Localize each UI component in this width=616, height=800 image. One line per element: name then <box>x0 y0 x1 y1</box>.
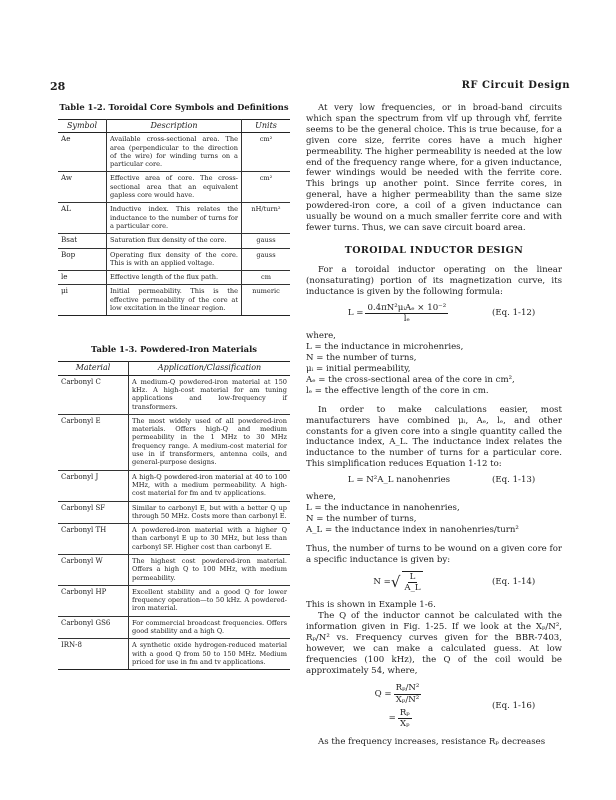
table2-cell-material: Carbonyl C <box>58 375 129 414</box>
where-label-2: where, <box>306 492 336 503</box>
table1-row <box>58 285 290 316</box>
eq16-fraction-2 <box>398 708 412 731</box>
eq12-denominator: lₑ <box>403 314 410 325</box>
table2-row <box>58 414 290 470</box>
eq13-expression: L = N²A_L nanohenries <box>347 475 451 486</box>
table1-cell-units: numeric <box>242 285 291 316</box>
table1-header-units: Units <box>242 120 291 133</box>
paragraph-inductance-formula: For a toroidal inductor operating on the linear (nonsaturating) portion of its magnetization curve, its inductance is given by the following formula: <box>306 264 562 297</box>
eq12-label: (Eq. 1-12) <box>492 308 536 319</box>
table2-cell-material: Carbonyl E <box>58 414 129 470</box>
definition-item: N = the number of turns, <box>306 353 417 364</box>
table1-cell-units: gauss <box>242 234 291 248</box>
table2-cell-application: A synthetic oxide hydrogen-reduced material with a good Q from 50 to 150 MHz. Medium priced for use in fm and tv applications. <box>129 639 291 670</box>
eq16-equals: = <box>388 713 396 724</box>
eq16-denominator-1: Xₚ/N² <box>395 694 420 705</box>
table1-header-description: Description <box>107 120 242 133</box>
table1-header-symbol: Symbol <box>58 120 107 133</box>
table2-cell-material: Carbonyl HP <box>58 585 129 616</box>
table1-cell-symbol: Aw <box>58 172 107 203</box>
table2-caption: Table 1-3. Powdered-Iron Materials <box>91 344 257 355</box>
eq16-lhs: Q = <box>374 688 392 699</box>
definitions-list-1 <box>306 342 562 397</box>
paragraph-number-of-turns: Thus, the number of turns to be wound on a given core for a specific inductance is given by: <box>306 543 562 565</box>
eq16-label: (Eq. 1-16) <box>492 701 536 712</box>
definitions-list-2 <box>306 503 562 536</box>
table2-cell-application: For commercial broadcast frequencies. Offers good stability and a high Q. <box>129 616 291 639</box>
table2-row <box>58 470 290 501</box>
paragraph-inductance-index: In order to make calculations easier, most manufacturers have combined μᵢ, Aₑ, lₑ, and other constants for a given core into a single quantity called the inductance index, A_L. The inductance index relates the inductance to the number of turns for a particular core. This simplification reduces Equation 1-12 to: <box>306 404 562 470</box>
table2-cell-material: Carbonyl J <box>58 470 129 501</box>
table1-cell-units: gauss <box>242 248 291 271</box>
table1-cell-symbol: μi <box>58 285 107 316</box>
table2-cell-application: The most widely used of all powdered-iron materials. Offers high-Q and medium permeability in the 1 MHz to 30 MHz frequency range. A medium-cost material for use in if transformers, antenna coils, and general-purpose designs. <box>129 414 291 470</box>
eq13-label: (Eq. 1-13) <box>492 475 536 486</box>
eq12-numerator: 0.4πN²μᵢAₑ × 10⁻² <box>367 302 447 313</box>
table1-cell-units: cm² <box>242 172 291 203</box>
table1-cell-description: Inductive index. This relates the inductance to the number of turns for a particular core. <box>107 203 242 234</box>
table1-cell-description: Initial permeability. This is the effective permeability of the core at low excitation in the linear region. <box>107 285 242 316</box>
table2-row <box>58 554 290 585</box>
table1-cell-units: cm <box>242 271 291 285</box>
table2-cell-material: Carbonyl TH <box>58 524 129 555</box>
table2-row <box>58 616 290 639</box>
table1-cell-description: Saturation flux density of the core. <box>107 234 242 248</box>
definition-item: Aₑ = the cross-sectional area of the core in cm², <box>306 374 515 385</box>
equation-1-13 <box>306 475 562 486</box>
eq14-lhs: N = <box>373 576 391 587</box>
where-label-1: where, <box>306 331 336 342</box>
equation-1-16 <box>306 682 562 732</box>
table1-cell-symbol: Bsat <box>58 234 107 248</box>
table2-cell-application: A high-Q powdered-iron material at 40 to 100 MHz, with a medium permeability. A high-cost material for fm and tv applications. <box>129 470 291 501</box>
table2-cell-application: A powdered-iron material with a higher Q than carbonyl E up to 30 MHz, but less than carbonyl SF. Higher cost than carbonyl E. <box>129 524 291 555</box>
eq14-fraction <box>402 571 422 595</box>
section-heading: TOROIDAL INDUCTOR DESIGN <box>344 244 524 256</box>
paragraph-q-factor: The Q of the inductor cannot be calculated with the information given in Fig. 1-25. If we look at the Xₚ/N², Rₚ/N² vs. Frequency curves given for the BBR-7403, however, we can make a calculated guess. At low frequencies (100 kHz), the Q of the coil would be approximately 54, where, <box>306 611 562 676</box>
table1-cell-units: cm² <box>242 133 291 172</box>
eq16-fraction-1 <box>394 683 422 706</box>
left-column <box>58 102 290 670</box>
eq12-lhs: L = <box>347 308 364 319</box>
table2-cell-application: Excellent stability and a good Q for lower frequency operation—to 50 kHz. A powdered-iron material. <box>129 585 291 616</box>
table1-cell-symbol: Bop <box>58 248 107 271</box>
eq12-fraction <box>365 303 448 326</box>
table2-cell-application: A medium-Q powdered-iron material at 150 kHz. A high-cost material for am tuning applications and low-frequency if transformers. <box>129 375 291 414</box>
table1-caption: Table 1-2. Toroidal Core Symbols and Definitions <box>59 102 289 112</box>
eq14-numerator: L <box>409 571 416 582</box>
definition-item: L = the inductance in microhenries, <box>306 342 464 353</box>
table2-row <box>58 585 290 616</box>
table1-cell-description: Available cross-sectional area. The area (perpendicular to the direction of the wire) for winding turns on a particular core. <box>107 133 242 172</box>
eq16-stack <box>375 682 424 732</box>
table2-row <box>58 524 290 555</box>
equation-1-12 <box>306 303 562 326</box>
powdered-iron-materials-table <box>58 361 290 670</box>
table2-cell-application: The highest cost powdered-iron material. Offers a high Q to 100 MHz, with medium permeability. <box>129 554 291 585</box>
table1-cell-units: nH/turn² <box>242 203 291 234</box>
table2-header-application: Application/Classification <box>129 362 291 375</box>
table1-row <box>58 133 290 172</box>
table2-row <box>58 375 290 414</box>
eq16-denominator-2: Xₚ <box>399 719 410 730</box>
eq14-denominator: A_L <box>404 583 421 594</box>
right-column <box>306 103 562 748</box>
table2-cell-material: Carbonyl GS6 <box>58 616 129 639</box>
table1-row <box>58 234 290 248</box>
table2-row <box>58 639 290 670</box>
definition-item: lₑ = the effective length of the core in cm. <box>306 385 489 396</box>
table1-row <box>58 203 290 234</box>
table2-cell-material: Carbonyl SF <box>58 501 129 524</box>
table2-row <box>58 501 290 524</box>
table1-cell-description: Effective length of the flux path. <box>107 271 242 285</box>
eq16-numerator-2: Rₚ <box>399 707 410 718</box>
table1-row <box>58 172 290 203</box>
table1-cell-symbol: AL <box>58 203 107 234</box>
page-number: 28 <box>50 80 66 93</box>
sqrt-symbol: √ <box>390 572 401 591</box>
table2-cell-material: Carbonyl W <box>58 554 129 585</box>
table2-cell-application: Similar to carbonyl E, but with a better Q up through 50 MHz. Costs more than carbonyl E. <box>129 501 291 524</box>
table1-row <box>58 271 290 285</box>
definition-item: N = the number of turns, <box>306 513 417 524</box>
paragraph-frequency-increase: As the frequency increases, resistance Rₚ decreases <box>318 737 546 748</box>
definition-item: L = the inductance in nanohenries, <box>306 503 460 513</box>
eq16-numerator-1: Rₚ/N² <box>395 682 420 693</box>
definition-item: μᵢ = initial permeability, <box>306 364 411 375</box>
equation-1-14 <box>306 571 562 595</box>
toroidal-core-symbols-table <box>58 119 290 316</box>
table2-header-material: Material <box>58 362 129 375</box>
eq14-sqrt <box>391 571 425 595</box>
table1-cell-symbol: le <box>58 271 107 285</box>
definition-item: A_L = the inductance index in nanohenries/turn² <box>306 524 519 535</box>
table1-cell-description: Operating flux density of the core. This is with an applied voltage. <box>107 248 242 271</box>
table1-cell-description: Effective area of core. The cross-sectional area that an equivalent gapless core would have. <box>107 172 242 203</box>
eq14-label: (Eq. 1-14) <box>492 576 536 587</box>
table2-cell-material: IRN-8 <box>58 639 129 670</box>
table1-row <box>58 248 290 271</box>
running-head: RF Circuit Design <box>461 80 570 91</box>
paragraph-example-ref: This is shown in Example 1-6. <box>306 600 436 611</box>
paragraph-ferrite: At very low frequencies, or in broad-band circuits which span the spectrum from vlf up through vhf, ferrite seems to be the general choice. This is true because, for a given core size, ferrite cores have a much higher permeability. The higher permeability is needed at the low end of the frequency range where, for a given inductance, fewer windings would be needed with the ferrite core. This brings up another point. Since ferrite cores, in general, have a higher permeability than the same size powdered-iron core, a coil of a given inductance can usually be wound on a much smaller ferrite core and with fewer turns. Thus, we can save circuit board area. <box>306 103 562 233</box>
table1-cell-symbol: Ae <box>58 133 107 172</box>
